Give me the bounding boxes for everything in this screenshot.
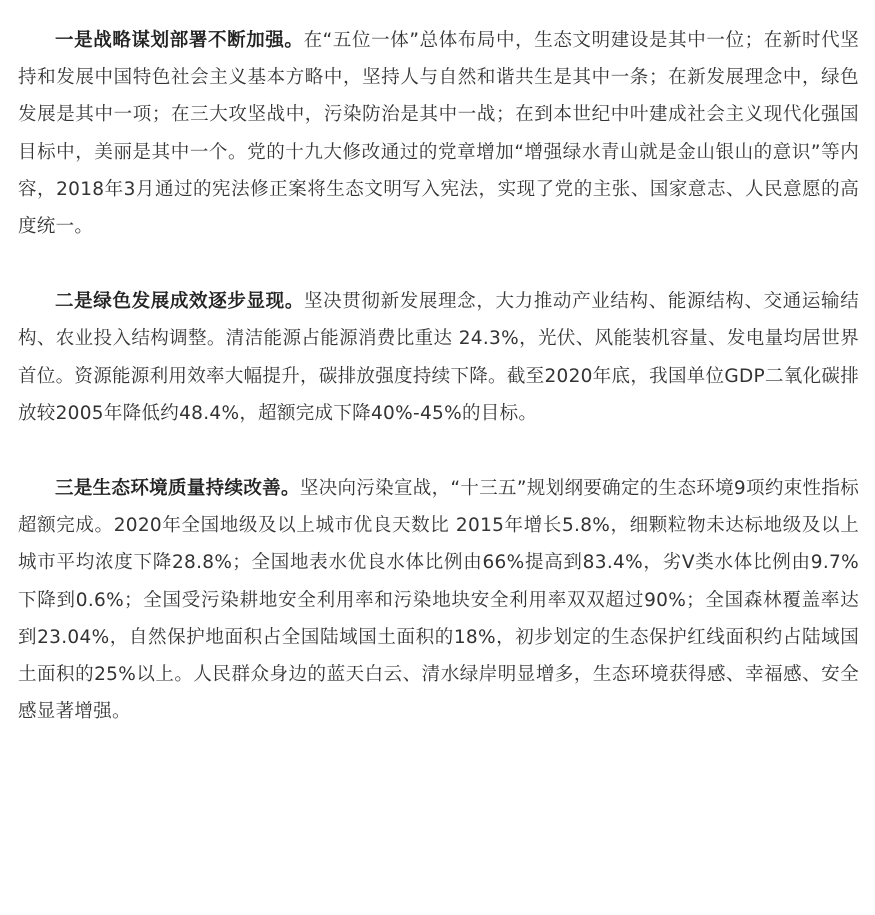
paragraph-lead: 二是绿色发展成效逐步显现。 — [55, 291, 304, 313]
paragraph-strategy — [18, 22, 859, 245]
paragraph-text: 坚决向污染宣战，“十三五”规划纲要确定的生态环境9项约束性指标超额完成。2020年全国地级及以上城市优良天数比 2015年增长5.8%，细颗粒物未达标地级及以上城市平均浓度下降28.8%；全国地表水优良水体比例由66%提高到83.4%，劣V类水体比例由9.7%下降到0.6%；全国受污染耕地安全利用率和污染地块安全利用率双双超过90%；全国森林覆盖率达到23.04%，自然保护地面积占全国陆域国土面积的18%，初步划定的生态保护红线面积约占陆域国土面积的25%以上。人民群众身边的蓝天白云、清水绿岸明显增多，生态环境获得感、幸福感、安全感显著增强。 — [18, 478, 860, 723]
paragraph-green-development — [18, 283, 859, 432]
paragraph-lead: 一是战略谋划部署不断加强。 — [55, 30, 304, 51]
paragraph-environment-quality — [18, 470, 859, 730]
paragraph-text: 在“五位一体”总体布局中，生态文明建设是其中一位；在新时代坚持和发展中国特色社会主义基本方略中，坚持人与自然和谐共生是其中一条；在新发展理念中，绿色发展是其中一项；在三大攻坚战中，污染防治是其中一战；在到本世纪中叶建成社会主义现代化强国目标中，美丽是其中一个。党的十九大修改通过的党章增加“增强绿水青山就是金山银山的意识”等内容，2018年3月通过的宪法修正案将生态文明写入宪法，实现了党的主张、国家意志、人民意愿的高度统一。 — [18, 30, 860, 238]
paragraph-lead: 三是生态环境质量持续改善。 — [55, 478, 300, 500]
paragraph-text: 坚决贯彻新发展理念，大力推动产业结构、能源结构、交通运输结构、农业投入结构调整。清洁能源占能源消费比重达 24.3%，光伏、风能装机容量、发电量均居世界首位。资源能源利用效率大幅提升，碳排放强度持续下降。截至2020年底，我国单位GDP二氧化碳排放较2005年降低约48.4%，超额完成下降40%-45%的目标。 — [18, 291, 859, 424]
